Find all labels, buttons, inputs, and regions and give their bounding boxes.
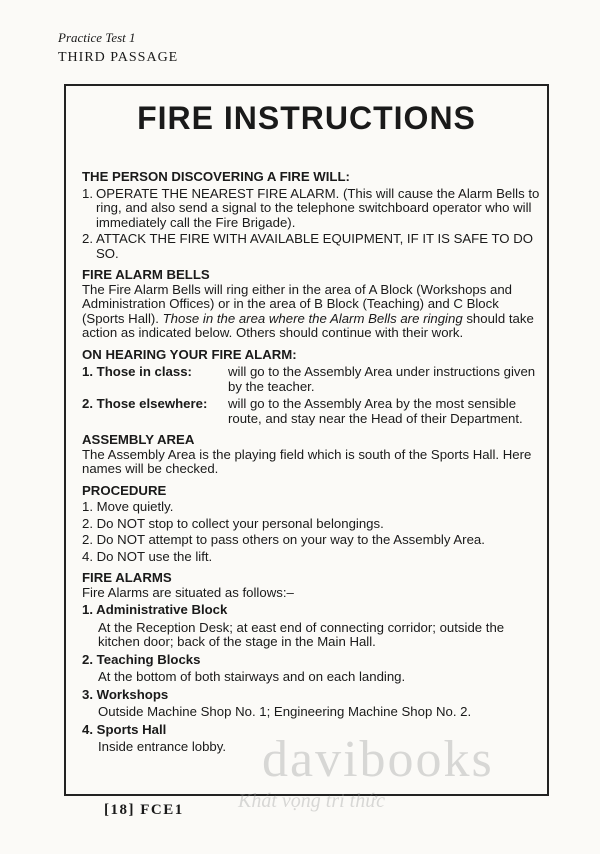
hearing-item [82, 397, 542, 426]
discovering-heading: THE PERSON DISCOVERING A FIRE WILL: [82, 169, 350, 184]
page-footer: [18] FCE1 [104, 802, 184, 818]
item-number: 1. [82, 185, 93, 201]
assembly-heading: ASSEMBLY AREA [82, 432, 195, 447]
bells-text-after: should take action as indicated below. Others should continue with their work. [82, 310, 534, 340]
assembly-text: The Assembly Area is the playing field which is south of the Sports Hall. Here names will be checked. [82, 446, 532, 476]
alarms-heading: FIRE ALARMS [82, 570, 172, 585]
alarm-location-item [82, 603, 542, 650]
item-text: OPERATE THE NEAREST FIRE ALARM. (This will cause the Alarm Bells to ring, and also send a signal to the telephone switchboard operator who will immediately call the Fire Brigade). [96, 185, 540, 230]
alarms-intro: Fire Alarms are situated as follows:– [82, 584, 294, 600]
procedure-heading: PROCEDURE [82, 482, 167, 498]
procedure-item: 4. Do NOT use the lift. [82, 548, 213, 564]
procedure-item: 2. Do NOT attempt to pass others on your way to the Assembly Area. [82, 532, 485, 547]
bells-text-italic: Those in the area where the Alarm Bells are ringing [162, 310, 463, 326]
bells-paragraph [82, 283, 542, 341]
instructions-box [64, 84, 549, 796]
practice-test-label: Practice Test 1 [58, 30, 136, 45]
watermark-brand: davibooks [262, 731, 494, 788]
alarm-block-name: 4. Sports Hall [82, 721, 167, 737]
item-text: ATTACK THE FIRE WITH AVAILABLE EQUIPMENT, IF IT IS SAFE TO DO SO. [96, 231, 533, 261]
procedure-item: 1. Move quietly. [82, 499, 174, 514]
discovering-item [82, 187, 542, 231]
alarm-location-item [82, 653, 542, 685]
hearing-label: 1. Those in class: [82, 364, 192, 379]
bells-heading: FIRE ALARM BELLS [82, 267, 210, 282]
instructions-content [82, 170, 542, 755]
alarm-block-name: 3. Workshops [82, 686, 169, 702]
hearing-label: 2. Those elsewhere: [82, 396, 208, 411]
hearing-heading: ON HEARING YOUR FIRE ALARM: [82, 346, 297, 362]
watermark-slogan: Khát vọng tri thức [238, 790, 386, 812]
alarm-location-item [82, 688, 542, 720]
procedure-item: 2. Do NOT stop to collect your personal belongings. [82, 515, 384, 531]
hearing-item [82, 365, 542, 394]
alarm-block-location: Inside entrance lobby. [98, 739, 227, 754]
alarm-block-location: At the Reception Desk; at east end of connecting corridor; outside the kitchen door; back of the stage in the Main Hall. [98, 619, 505, 649]
hearing-text: will go to the Assembly Area under instructions given by the teacher. [228, 364, 536, 394]
item-number: 2. [82, 231, 93, 246]
page-title: FIRE INSTRUCTIONS [137, 100, 476, 136]
alarm-block-location: Outside Machine Shop No. 1; Engineering Machine Shop No. 2. [98, 704, 472, 719]
discovering-item [82, 232, 542, 261]
alarm-block-name: 1. Administrative Block [82, 602, 228, 617]
alarm-block-location: At the bottom of both stairways and on each landing. [98, 669, 406, 684]
hearing-text: will go to the Assembly Area by the most sensible route, and stay near the Head of their Department. [228, 396, 523, 426]
passage-label: THIRD PASSAGE [58, 50, 179, 65]
alarm-block-name: 2. Teaching Blocks [82, 651, 201, 667]
bells-text-before: The Fire Alarm Bells will ring either in the area of A Block (Workshops and Administration Offices) or in the area of B Block (Teaching) and C Block (Sports Hall). [82, 281, 513, 326]
